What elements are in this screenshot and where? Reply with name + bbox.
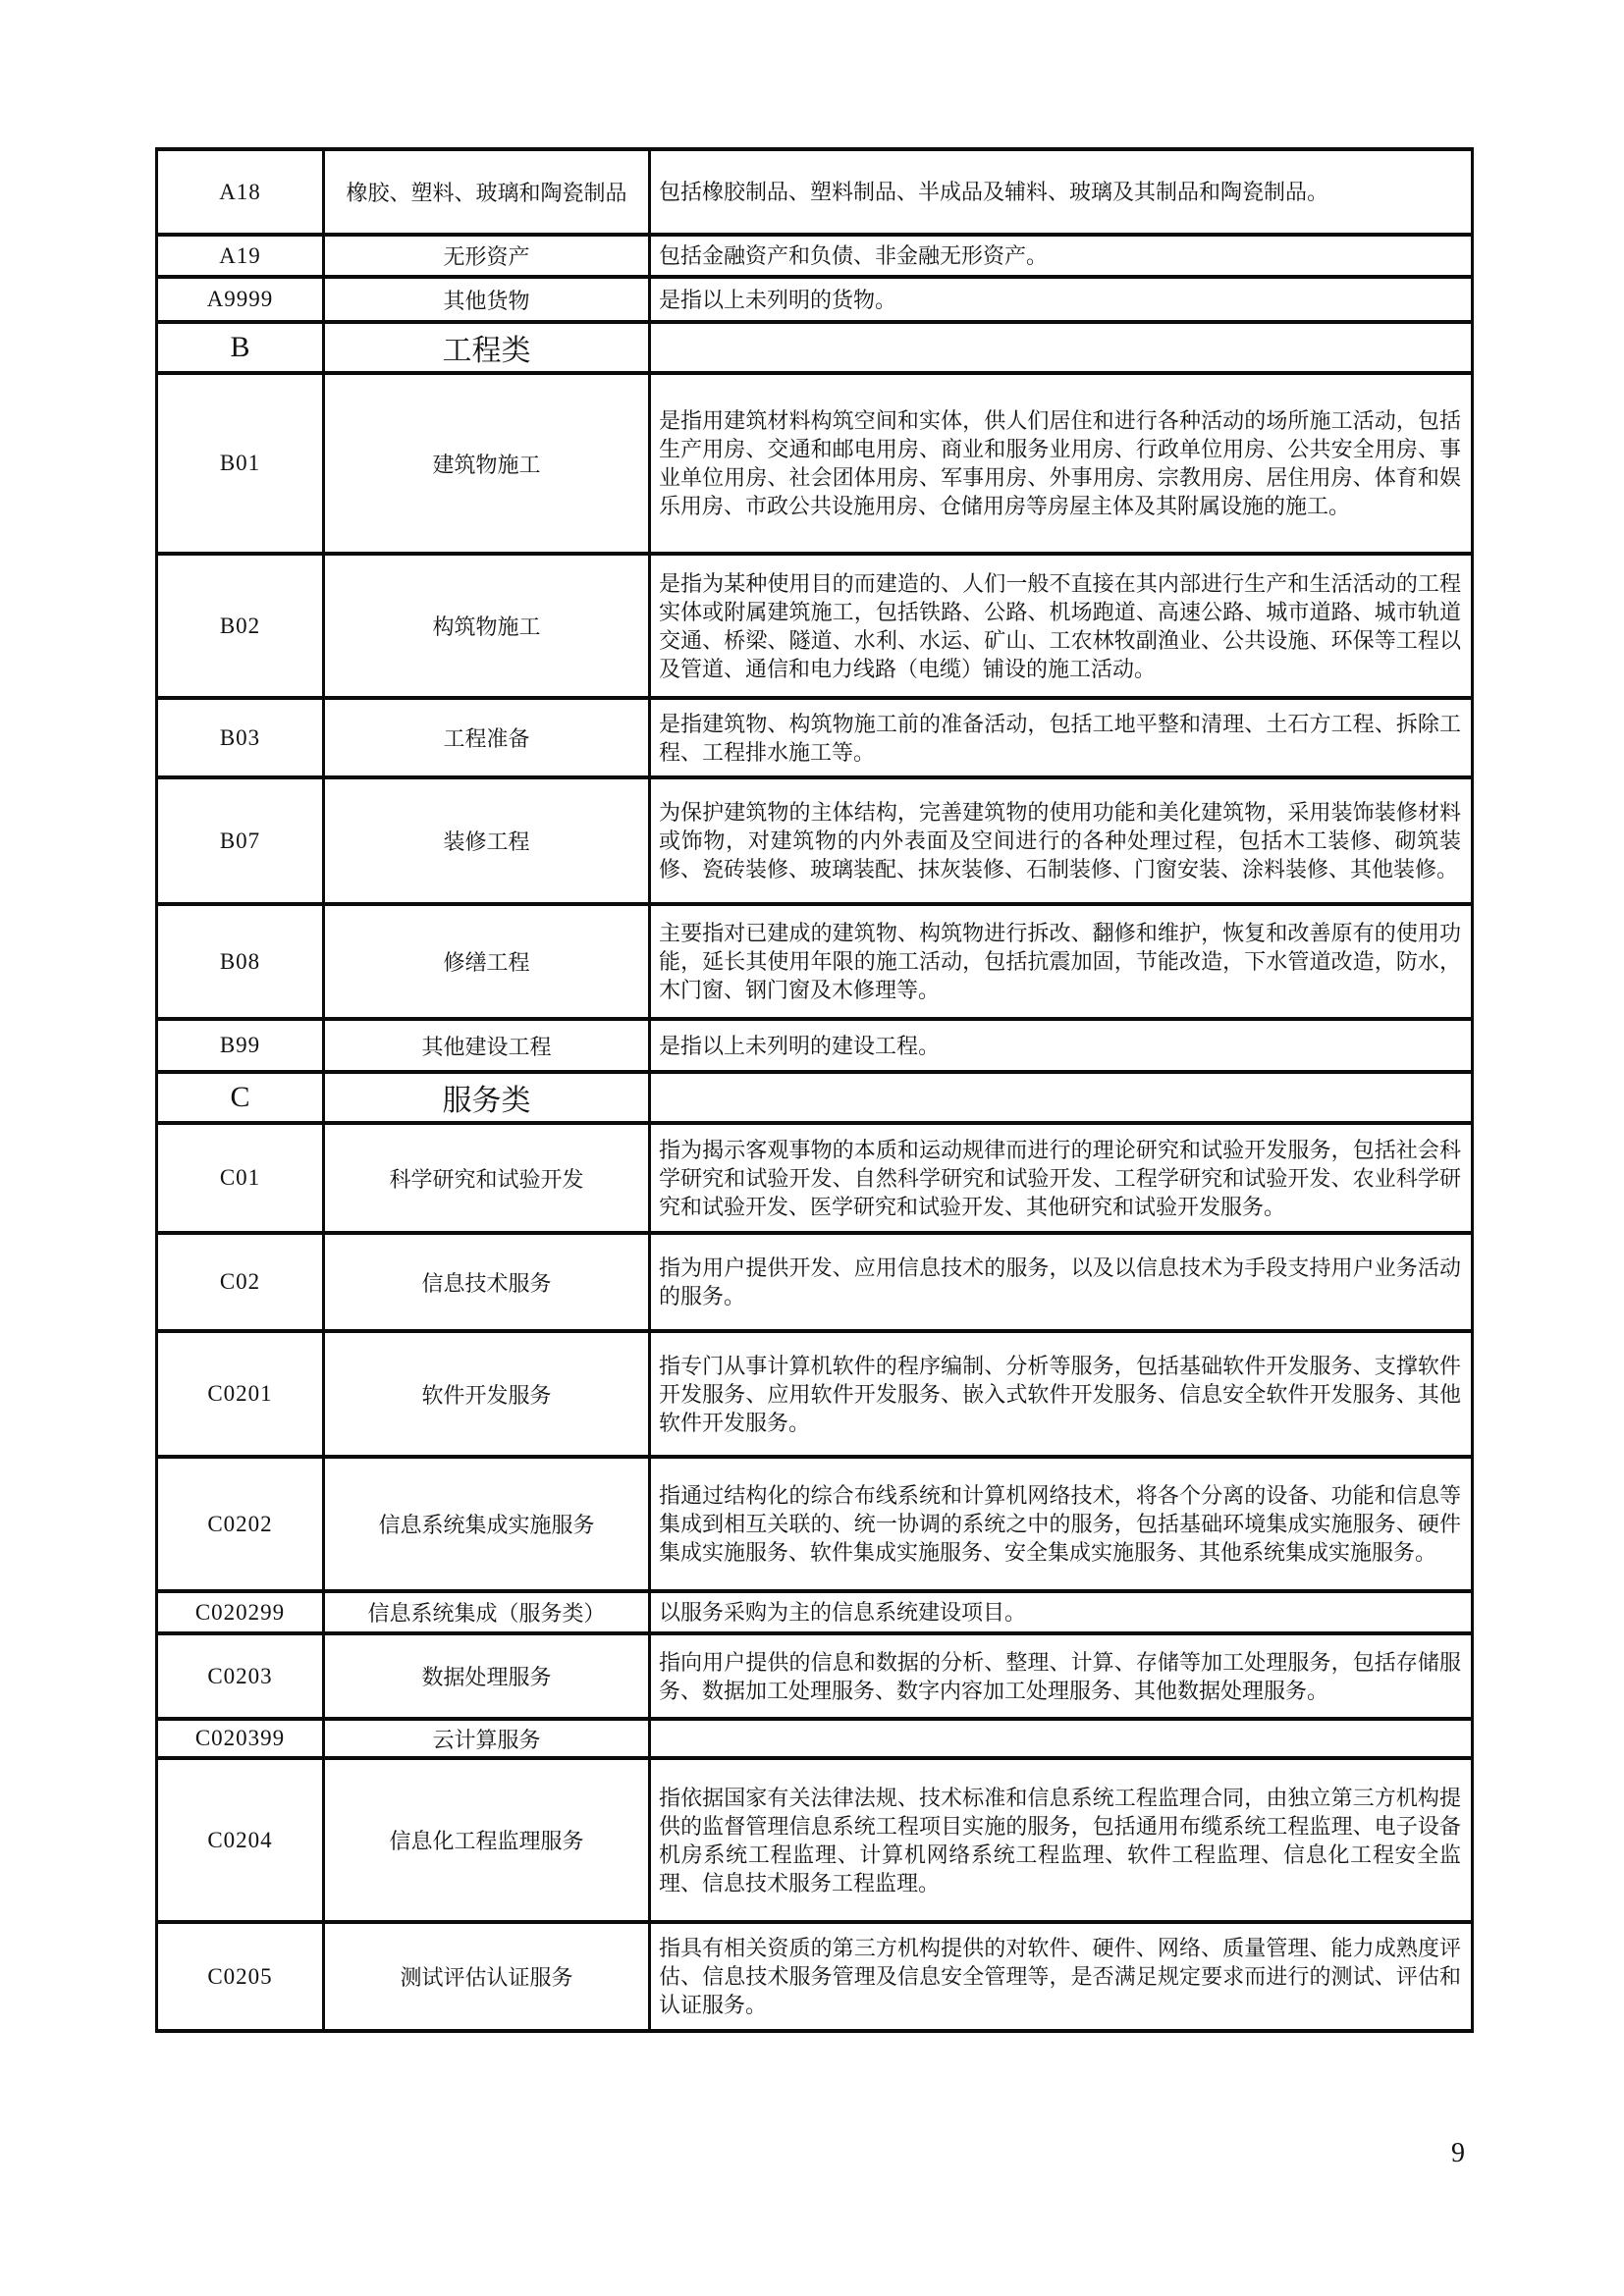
item-name: 装修工程 xyxy=(324,777,650,904)
row-category-c xyxy=(157,1072,1473,1123)
item-description: 包括橡胶制品、塑料制品、半成品及辅料、玻璃及其制品和陶瓷制品。 xyxy=(650,149,1473,235)
item-code: C020399 xyxy=(157,1719,324,1758)
row-c02 xyxy=(157,1233,1473,1331)
item-code: B08 xyxy=(157,904,324,1019)
category-name: 服务类 xyxy=(324,1072,650,1123)
category-description xyxy=(650,1072,1473,1123)
row-a18 xyxy=(157,149,1473,235)
item-name: 科学研究和试验开发 xyxy=(324,1123,650,1233)
item-description: 为保护建筑物的主体结构，完善建筑物的使用功能和美化建筑物，采用装饰装修材料或饰物，对建筑物的内外表面及空间进行的各种处理过程，包括木工装修、砌筑装修、瓷砖装修、玻璃装配、抹灰装修、石制装修、门窗安装、涂料装修、其他装修。 xyxy=(650,777,1473,904)
item-description: 以服务采购为主的信息系统建设项目。 xyxy=(650,1591,1473,1633)
item-code: A9999 xyxy=(157,277,324,322)
item-name: 其他建设工程 xyxy=(324,1019,650,1072)
category-description xyxy=(650,322,1473,373)
item-description: 指向用户提供的信息和数据的分析、整理、计算、存储等加工处理服务，包括存储服务、数据加工处理服务、数字内容加工处理服务、其他数据处理服务。 xyxy=(650,1633,1473,1719)
row-c0205 xyxy=(157,1922,1473,2031)
item-description: 是指用建筑材料构筑空间和实体，供人们居住和进行各种活动的场所施工活动，包括生产用房、交通和邮电用房、商业和服务业用房、行政单位用房、公共安全用房、事业单位用房、社会团体用房、军事用房、外事用房、宗教用房、居住用房、体育和娱乐用房、市政公共设施用房、仓储用房等房屋主体及其附属设施的施工。 xyxy=(650,373,1473,554)
item-description: 是指为某种使用目的而建造的、人们一般不直接在其内部进行生产和生活活动的工程实体或附属建筑施工，包括铁路、公路、机场跑道、高速公路、城市道路、城市轨道交通、桥梁、隧道、水利、水运、矿山、工农林牧副渔业、公共设施、环保等工程以及管道、通信和电力线路（电缆）铺设的施工活动。 xyxy=(650,554,1473,698)
item-code: B01 xyxy=(157,373,324,554)
item-description: 指为揭示客观事物的本质和运动规律而进行的理论研究和试验开发服务，包括社会科学研究和试验开发、自然科学研究和试验开发、工程学研究和试验开发、农业科学研究和试验开发、医学研究和试验开发、其他研究和试验开发服务。 xyxy=(650,1123,1473,1233)
item-description: 是指以上未列明的货物。 xyxy=(650,277,1473,322)
row-b99 xyxy=(157,1019,1473,1072)
item-description: 指具有相关资质的第三方机构提供的对软件、硬件、网络、质量管理、能力成熟度评估、信息技术服务管理及信息安全管理等，是否满足规定要求而进行的测试、评估和认证服务。 xyxy=(650,1922,1473,2031)
row-b01 xyxy=(157,373,1473,554)
item-code: A19 xyxy=(157,235,324,277)
row-category-b xyxy=(157,322,1473,373)
row-c0201 xyxy=(157,1331,1473,1457)
item-name: 信息化工程监理服务 xyxy=(324,1758,650,1922)
item-code: C0202 xyxy=(157,1457,324,1591)
page-number: 9 xyxy=(1451,2138,1465,2168)
item-code: C02 xyxy=(157,1233,324,1331)
item-code: B02 xyxy=(157,554,324,698)
item-name: 构筑物施工 xyxy=(324,554,650,698)
item-code: C01 xyxy=(157,1123,324,1233)
row-c01 xyxy=(157,1123,1473,1233)
item-name: 信息系统集成（服务类） xyxy=(324,1591,650,1633)
item-name: 其他货物 xyxy=(324,277,650,322)
item-description: 指依据国家有关法律法规、技术标准和信息系统工程监理合同，由独立第三方机构提供的监督管理信息系统工程项目实施的服务，包括通用布缆系统工程监理、电子设备机房系统工程监理、计算机网络系统工程监理、软件工程监理、信息化工程安全监理、信息技术服务工程监理。 xyxy=(650,1758,1473,1922)
item-name: 修缮工程 xyxy=(324,904,650,1019)
row-c0204 xyxy=(157,1758,1473,1922)
item-description: 主要指对已建成的建筑物、构筑物进行拆改、翻修和维护，恢复和改善原有的使用功能，延长其使用年限的施工活动，包括抗震加固，节能改造，下水管道改造，防水，木门窗、钢门窗及木修理等。 xyxy=(650,904,1473,1019)
item-code: B99 xyxy=(157,1019,324,1072)
item-name: 橡胶、塑料、玻璃和陶瓷制品 xyxy=(324,149,650,235)
item-description: 是指以上未列明的建设工程。 xyxy=(650,1019,1473,1072)
category-code: C xyxy=(157,1072,324,1123)
item-description: 是指建筑物、构筑物施工前的准备活动，包括工地平整和清理、土石方工程、拆除工程、工程排水施工等。 xyxy=(650,698,1473,777)
item-name: 信息系统集成实施服务 xyxy=(324,1457,650,1591)
item-name: 数据处理服务 xyxy=(324,1633,650,1719)
item-code: A18 xyxy=(157,149,324,235)
row-b07 xyxy=(157,777,1473,904)
category-code: B xyxy=(157,322,324,373)
item-description: 包括金融资产和负债、非金融无形资产。 xyxy=(650,235,1473,277)
item-name: 测试评估认证服务 xyxy=(324,1922,650,2031)
item-description: 指为用户提供开发、应用信息技术的服务，以及以信息技术为手段支持用户业务活动的服务。 xyxy=(650,1233,1473,1331)
item-code: B03 xyxy=(157,698,324,777)
item-code: C0205 xyxy=(157,1922,324,2031)
item-description: 指通过结构化的综合布线系统和计算机网络技术，将各个分离的设备、功能和信息等集成到相互关联的、统一协调的系统之中的服务，包括基础环境集成实施服务、硬件集成实施服务、软件集成实施服务、安全集成实施服务、其他系统集成实施服务。 xyxy=(650,1457,1473,1591)
item-code: C020299 xyxy=(157,1591,324,1633)
item-code: C0201 xyxy=(157,1331,324,1457)
item-name: 软件开发服务 xyxy=(324,1331,650,1457)
row-b03 xyxy=(157,698,1473,777)
row-c020299 xyxy=(157,1591,1473,1633)
item-name: 无形资产 xyxy=(324,235,650,277)
classification-table xyxy=(155,147,1474,2033)
row-a19 xyxy=(157,235,1473,277)
item-name: 工程准备 xyxy=(324,698,650,777)
item-name: 建筑物施工 xyxy=(324,373,650,554)
row-b08 xyxy=(157,904,1473,1019)
item-description xyxy=(650,1719,1473,1758)
row-a9999 xyxy=(157,277,1473,322)
row-c0202 xyxy=(157,1457,1473,1591)
item-code: C0203 xyxy=(157,1633,324,1719)
row-b02 xyxy=(157,554,1473,698)
category-name: 工程类 xyxy=(324,322,650,373)
row-c020399 xyxy=(157,1719,1473,1758)
row-c0203 xyxy=(157,1633,1473,1719)
item-name: 云计算服务 xyxy=(324,1719,650,1758)
item-code: B07 xyxy=(157,777,324,904)
item-code: C0204 xyxy=(157,1758,324,1922)
item-description: 指专门从事计算机软件的程序编制、分析等服务，包括基础软件开发服务、支撑软件开发服务、应用软件开发服务、嵌入式软件开发服务、信息安全软件开发服务、其他软件开发服务。 xyxy=(650,1331,1473,1457)
item-name: 信息技术服务 xyxy=(324,1233,650,1331)
